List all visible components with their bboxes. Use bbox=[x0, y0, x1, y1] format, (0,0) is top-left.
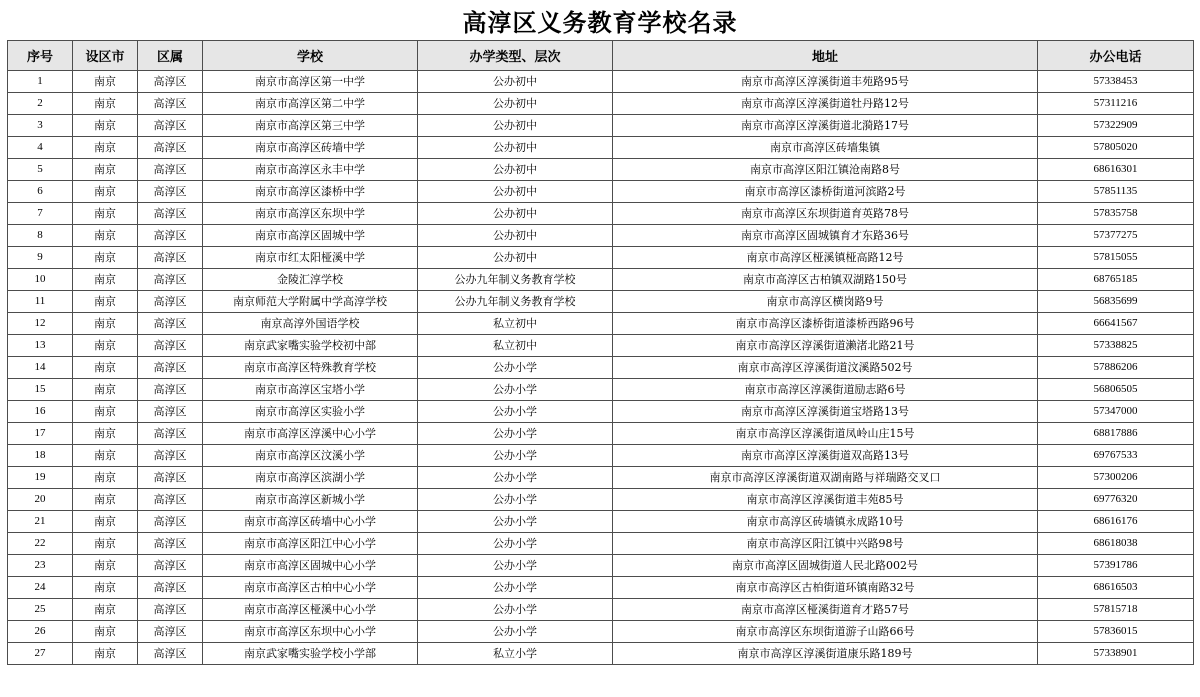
cell-phone: 69767533 bbox=[1038, 445, 1194, 467]
cell-city: 南京 bbox=[73, 269, 138, 291]
table-row bbox=[8, 621, 1194, 643]
table-row bbox=[8, 445, 1194, 467]
cell-phone: 57836015 bbox=[1038, 621, 1194, 643]
table-row bbox=[8, 181, 1194, 203]
cell-city: 南京 bbox=[73, 71, 138, 93]
table-row bbox=[8, 225, 1194, 247]
cell-index: 20 bbox=[8, 489, 73, 511]
cell-address: 南京市高淳区淳溪街道励志路6号 bbox=[613, 379, 1038, 401]
cell-school: 南京市高淳区汶溪小学 bbox=[203, 445, 418, 467]
cell-school: 南京市高淳区滨湖小学 bbox=[203, 467, 418, 489]
cell-type: 私立初中 bbox=[418, 335, 613, 357]
cell-address: 南京市高淳区淳溪街道汶溪路502号 bbox=[613, 357, 1038, 379]
header-row bbox=[8, 41, 1194, 71]
cell-address: 南京市高淳区淳溪街道濑渚北路21号 bbox=[613, 335, 1038, 357]
cell-address: 南京市高淳区淳溪街道双湖南路与祥瑞路交叉口 bbox=[613, 467, 1038, 489]
school-roster-table bbox=[7, 40, 1194, 665]
table-row bbox=[8, 577, 1194, 599]
cell-address: 南京市高淳区砖墙集镇 bbox=[613, 137, 1038, 159]
cell-school: 南京市高淳区宝塔小学 bbox=[203, 379, 418, 401]
cell-district: 高淳区 bbox=[138, 137, 203, 159]
cell-phone: 57377275 bbox=[1038, 225, 1194, 247]
cell-school: 南京市高淳区东坝中心小学 bbox=[203, 621, 418, 643]
cell-district: 高淳区 bbox=[138, 357, 203, 379]
cell-district: 高淳区 bbox=[138, 445, 203, 467]
cell-city: 南京 bbox=[73, 445, 138, 467]
cell-school: 南京市高淳区阳江中心小学 bbox=[203, 533, 418, 555]
table-row bbox=[8, 533, 1194, 555]
table-row bbox=[8, 555, 1194, 577]
cell-district: 高淳区 bbox=[138, 115, 203, 137]
cell-city: 南京 bbox=[73, 599, 138, 621]
cell-type: 公办小学 bbox=[418, 621, 613, 643]
cell-phone: 68616301 bbox=[1038, 159, 1194, 181]
cell-school: 金陵汇淳学校 bbox=[203, 269, 418, 291]
cell-type: 公办九年制义务教育学校 bbox=[418, 291, 613, 313]
cell-address: 南京市高淳区阳江镇沧南路8号 bbox=[613, 159, 1038, 181]
cell-type: 公办初中 bbox=[418, 203, 613, 225]
table-body bbox=[8, 71, 1194, 665]
cell-phone: 57886206 bbox=[1038, 357, 1194, 379]
cell-index: 3 bbox=[8, 115, 73, 137]
cell-district: 高淳区 bbox=[138, 643, 203, 665]
cell-phone: 57835758 bbox=[1038, 203, 1194, 225]
cell-phone: 57851135 bbox=[1038, 181, 1194, 203]
cell-type: 私立初中 bbox=[418, 313, 613, 335]
col-header-type: 办学类型、层次 bbox=[418, 41, 613, 71]
cell-address: 南京市高淳区淳溪街道双高路13号 bbox=[613, 445, 1038, 467]
col-header-address: 地址 bbox=[613, 41, 1038, 71]
cell-phone: 57391786 bbox=[1038, 555, 1194, 577]
table-row bbox=[8, 401, 1194, 423]
cell-index: 26 bbox=[8, 621, 73, 643]
cell-school: 南京市高淳区新城小学 bbox=[203, 489, 418, 511]
cell-type: 公办九年制义务教育学校 bbox=[418, 269, 613, 291]
cell-city: 南京 bbox=[73, 555, 138, 577]
cell-school: 南京高淳外国语学校 bbox=[203, 313, 418, 335]
table-row bbox=[8, 379, 1194, 401]
cell-phone: 57347000 bbox=[1038, 401, 1194, 423]
cell-district: 高淳区 bbox=[138, 203, 203, 225]
cell-city: 南京 bbox=[73, 225, 138, 247]
table-row bbox=[8, 423, 1194, 445]
cell-phone: 68817886 bbox=[1038, 423, 1194, 445]
cell-district: 高淳区 bbox=[138, 269, 203, 291]
cell-city: 南京 bbox=[73, 357, 138, 379]
cell-school: 南京市高淳区固城中心小学 bbox=[203, 555, 418, 577]
table-row bbox=[8, 269, 1194, 291]
table-row bbox=[8, 159, 1194, 181]
cell-city: 南京 bbox=[73, 181, 138, 203]
cell-city: 南京 bbox=[73, 93, 138, 115]
cell-phone: 57815055 bbox=[1038, 247, 1194, 269]
cell-type: 公办小学 bbox=[418, 555, 613, 577]
cell-type: 公办小学 bbox=[418, 379, 613, 401]
cell-district: 高淳区 bbox=[138, 71, 203, 93]
cell-district: 高淳区 bbox=[138, 401, 203, 423]
cell-index: 24 bbox=[8, 577, 73, 599]
cell-phone: 68765185 bbox=[1038, 269, 1194, 291]
cell-index: 17 bbox=[8, 423, 73, 445]
cell-city: 南京 bbox=[73, 643, 138, 665]
cell-city: 南京 bbox=[73, 291, 138, 313]
cell-school: 南京市高淳区淳溪中心小学 bbox=[203, 423, 418, 445]
cell-school: 南京市高淳区永丰中学 bbox=[203, 159, 418, 181]
cell-phone: 57338901 bbox=[1038, 643, 1194, 665]
cell-district: 高淳区 bbox=[138, 555, 203, 577]
table-row bbox=[8, 247, 1194, 269]
table-row bbox=[8, 357, 1194, 379]
table-row bbox=[8, 291, 1194, 313]
cell-school: 南京市高淳区第一中学 bbox=[203, 71, 418, 93]
table-row bbox=[8, 313, 1194, 335]
cell-index: 5 bbox=[8, 159, 73, 181]
cell-type: 公办初中 bbox=[418, 137, 613, 159]
cell-phone: 56835699 bbox=[1038, 291, 1194, 313]
cell-school: 南京市高淳区东坝中学 bbox=[203, 203, 418, 225]
cell-phone: 57805020 bbox=[1038, 137, 1194, 159]
cell-address: 南京市高淳区东坝街道育英路78号 bbox=[613, 203, 1038, 225]
cell-school: 南京市高淳区桠溪中心小学 bbox=[203, 599, 418, 621]
cell-city: 南京 bbox=[73, 533, 138, 555]
cell-type: 公办小学 bbox=[418, 423, 613, 445]
cell-index: 7 bbox=[8, 203, 73, 225]
cell-index: 1 bbox=[8, 71, 73, 93]
cell-address: 南京市高淳区淳溪街道康乐路189号 bbox=[613, 643, 1038, 665]
cell-district: 高淳区 bbox=[138, 467, 203, 489]
cell-type: 公办初中 bbox=[418, 181, 613, 203]
cell-school: 南京师范大学附属中学高淳学校 bbox=[203, 291, 418, 313]
cell-city: 南京 bbox=[73, 423, 138, 445]
cell-school: 南京市高淳区第二中学 bbox=[203, 93, 418, 115]
cell-school: 南京市高淳区特殊教育学校 bbox=[203, 357, 418, 379]
cell-district: 高淳区 bbox=[138, 621, 203, 643]
col-header-index: 序号 bbox=[8, 41, 73, 71]
cell-school: 南京市高淳区第三中学 bbox=[203, 115, 418, 137]
col-header-city: 设区市 bbox=[73, 41, 138, 71]
cell-district: 高淳区 bbox=[138, 291, 203, 313]
cell-city: 南京 bbox=[73, 137, 138, 159]
cell-type: 私立小学 bbox=[418, 643, 613, 665]
cell-type: 公办小学 bbox=[418, 467, 613, 489]
table-row bbox=[8, 115, 1194, 137]
cell-district: 高淳区 bbox=[138, 423, 203, 445]
cell-city: 南京 bbox=[73, 247, 138, 269]
cell-district: 高淳区 bbox=[138, 533, 203, 555]
cell-school: 南京武家嘴实验学校小学部 bbox=[203, 643, 418, 665]
cell-district: 高淳区 bbox=[138, 225, 203, 247]
cell-district: 高淳区 bbox=[138, 379, 203, 401]
cell-index: 6 bbox=[8, 181, 73, 203]
col-header-phone: 办公电话 bbox=[1038, 41, 1194, 71]
table-row bbox=[8, 511, 1194, 533]
col-header-school: 学校 bbox=[203, 41, 418, 71]
cell-phone: 66641567 bbox=[1038, 313, 1194, 335]
cell-city: 南京 bbox=[73, 313, 138, 335]
cell-address: 南京市高淳区东坝街道游子山路66号 bbox=[613, 621, 1038, 643]
cell-type: 公办初中 bbox=[418, 93, 613, 115]
cell-school: 南京武家嘴实验学校初中部 bbox=[203, 335, 418, 357]
cell-address: 南京市高淳区古柏街道环镇南路32号 bbox=[613, 577, 1038, 599]
cell-phone: 57322909 bbox=[1038, 115, 1194, 137]
cell-index: 25 bbox=[8, 599, 73, 621]
cell-district: 高淳区 bbox=[138, 489, 203, 511]
cell-type: 公办小学 bbox=[418, 599, 613, 621]
col-header-district: 区属 bbox=[138, 41, 203, 71]
cell-type: 公办小学 bbox=[418, 577, 613, 599]
cell-type: 公办小学 bbox=[418, 357, 613, 379]
cell-city: 南京 bbox=[73, 335, 138, 357]
cell-address: 南京市高淳区横岗路9号 bbox=[613, 291, 1038, 313]
cell-type: 公办初中 bbox=[418, 225, 613, 247]
cell-index: 10 bbox=[8, 269, 73, 291]
cell-city: 南京 bbox=[73, 159, 138, 181]
cell-phone: 57300206 bbox=[1038, 467, 1194, 489]
cell-phone: 57311216 bbox=[1038, 93, 1194, 115]
cell-phone: 56806505 bbox=[1038, 379, 1194, 401]
table-row bbox=[8, 203, 1194, 225]
table-row bbox=[8, 467, 1194, 489]
cell-type: 公办初中 bbox=[418, 159, 613, 181]
cell-address: 南京市高淳区漆桥街道河滨路2号 bbox=[613, 181, 1038, 203]
cell-address: 南京市高淳区淳溪街道北漪路17号 bbox=[613, 115, 1038, 137]
cell-address: 南京市高淳区桠溪镇桠高路12号 bbox=[613, 247, 1038, 269]
cell-address: 南京市高淳区古柏镇双湖路150号 bbox=[613, 269, 1038, 291]
cell-index: 15 bbox=[8, 379, 73, 401]
cell-index: 4 bbox=[8, 137, 73, 159]
cell-phone: 57815718 bbox=[1038, 599, 1194, 621]
cell-phone: 68618038 bbox=[1038, 533, 1194, 555]
cell-city: 南京 bbox=[73, 115, 138, 137]
cell-city: 南京 bbox=[73, 401, 138, 423]
table-row bbox=[8, 489, 1194, 511]
cell-index: 2 bbox=[8, 93, 73, 115]
cell-district: 高淳区 bbox=[138, 313, 203, 335]
cell-phone: 68616503 bbox=[1038, 577, 1194, 599]
cell-school: 南京市红太阳桠溪中学 bbox=[203, 247, 418, 269]
cell-district: 高淳区 bbox=[138, 599, 203, 621]
cell-index: 9 bbox=[8, 247, 73, 269]
page-title: 高淳区义务教育学校名录 bbox=[462, 8, 738, 37]
cell-index: 11 bbox=[8, 291, 73, 313]
cell-city: 南京 bbox=[73, 489, 138, 511]
cell-address: 南京市高淳区淳溪街道丰苑路95号 bbox=[613, 71, 1038, 93]
cell-city: 南京 bbox=[73, 203, 138, 225]
cell-school: 南京市高淳区固城中学 bbox=[203, 225, 418, 247]
cell-district: 高淳区 bbox=[138, 159, 203, 181]
cell-district: 高淳区 bbox=[138, 247, 203, 269]
cell-index: 13 bbox=[8, 335, 73, 357]
cell-district: 高淳区 bbox=[138, 511, 203, 533]
cell-address: 南京市高淳区淳溪街道牡丹路12号 bbox=[613, 93, 1038, 115]
cell-school: 南京市高淳区实验小学 bbox=[203, 401, 418, 423]
cell-type: 公办初中 bbox=[418, 115, 613, 137]
cell-phone: 57338453 bbox=[1038, 71, 1194, 93]
cell-index: 21 bbox=[8, 511, 73, 533]
cell-city: 南京 bbox=[73, 467, 138, 489]
cell-school: 南京市高淳区古柏中心小学 bbox=[203, 577, 418, 599]
cell-city: 南京 bbox=[73, 577, 138, 599]
cell-type: 公办小学 bbox=[418, 533, 613, 555]
cell-city: 南京 bbox=[73, 621, 138, 643]
cell-district: 高淳区 bbox=[138, 93, 203, 115]
table-row bbox=[8, 643, 1194, 665]
cell-address: 南京市高淳区固城街道人民北路002号 bbox=[613, 555, 1038, 577]
cell-city: 南京 bbox=[73, 511, 138, 533]
cell-address: 南京市高淳区阳江镇中兴路98号 bbox=[613, 533, 1038, 555]
cell-school: 南京市高淳区漆桥中学 bbox=[203, 181, 418, 203]
cell-index: 22 bbox=[8, 533, 73, 555]
cell-address: 南京市高淳区淳溪街道丰苑85号 bbox=[613, 489, 1038, 511]
cell-phone: 57338825 bbox=[1038, 335, 1194, 357]
cell-address: 南京市高淳区砖墙镇永成路10号 bbox=[613, 511, 1038, 533]
cell-district: 高淳区 bbox=[138, 181, 203, 203]
cell-district: 高淳区 bbox=[138, 335, 203, 357]
cell-type: 公办小学 bbox=[418, 489, 613, 511]
table-row bbox=[8, 93, 1194, 115]
cell-type: 公办小学 bbox=[418, 511, 613, 533]
cell-index: 27 bbox=[8, 643, 73, 665]
cell-address: 南京市高淳区淳溪街道宝塔路13号 bbox=[613, 401, 1038, 423]
cell-index: 12 bbox=[8, 313, 73, 335]
cell-type: 公办初中 bbox=[418, 247, 613, 269]
table-row bbox=[8, 335, 1194, 357]
table-row bbox=[8, 137, 1194, 159]
cell-type: 公办小学 bbox=[418, 445, 613, 467]
cell-index: 14 bbox=[8, 357, 73, 379]
cell-phone: 68616176 bbox=[1038, 511, 1194, 533]
cell-phone: 69776320 bbox=[1038, 489, 1194, 511]
cell-index: 18 bbox=[8, 445, 73, 467]
cell-address: 南京市高淳区固城镇育才东路36号 bbox=[613, 225, 1038, 247]
cell-index: 23 bbox=[8, 555, 73, 577]
cell-district: 高淳区 bbox=[138, 577, 203, 599]
cell-type: 公办初中 bbox=[418, 71, 613, 93]
cell-school: 南京市高淳区砖墙中学 bbox=[203, 137, 418, 159]
cell-type: 公办小学 bbox=[418, 401, 613, 423]
cell-index: 16 bbox=[8, 401, 73, 423]
cell-address: 南京市高淳区桠溪街道育才路57号 bbox=[613, 599, 1038, 621]
cell-school: 南京市高淳区砖墙中心小学 bbox=[203, 511, 418, 533]
table-row bbox=[8, 71, 1194, 93]
cell-address: 南京市高淳区漆桥街道漆桥西路96号 bbox=[613, 313, 1038, 335]
table-row bbox=[8, 599, 1194, 621]
cell-index: 19 bbox=[8, 467, 73, 489]
cell-index: 8 bbox=[8, 225, 73, 247]
cell-address: 南京市高淳区淳溪街道凤岭山庄15号 bbox=[613, 423, 1038, 445]
cell-city: 南京 bbox=[73, 379, 138, 401]
